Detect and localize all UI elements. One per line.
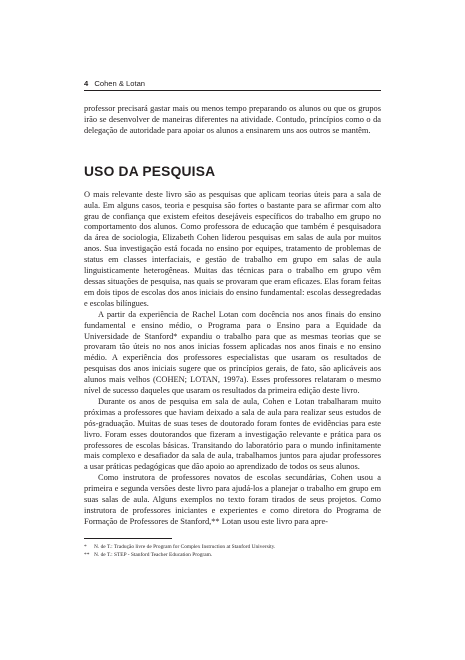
running-header: [84, 79, 381, 91]
running-title: Cohen & Lotan: [94, 79, 146, 88]
footnote-mark: *: [84, 543, 87, 550]
footnote-text: N. de T.: STEP - Stanford Teacher Education Program.: [94, 551, 213, 558]
footnote-rule: [84, 538, 172, 539]
body-paragraph: A partir da experiência de Rachel Lotan com docência nos anos finais do ensino fundamental e ensino médio, o Programa para o Ensino para a Equidade da Universidade de Stanford* expandiu o trabalho para que as mesmas teorias que se provaram tão úteis no nos anos inicias fossem aplicadas nos anos finais e no ensino médio. A experiência dos professores especialistas que usaram os resultados de pesquisas dos anos iniciais sugere que os princípios gerais, de fato, são aplicáveis aos alunos mais velhos (COHEN; LOTAN, 1997a). Esses professores relataram o mesmo nível de sucesso daqueles que usaram os resultados da primeira edição deste livro.: [84, 309, 381, 396]
body-paragraph: O mais relevante deste livro são as pesquisas que aplicam teorias úteis para a sala de aula. Em alguns casos, teoria e pesquisa são fortes o bastante para se afirmar com alto grau de confiança que existem efeitos desejáveis específicos do trabalho em grupo no comportamento dos alunos. Como professora de educação que também é pesquisadora da área de sociologia, Elizabeth Cohen liderou pesquisas em salas de aula por muitos anos. Sua investigação está focada no ensino por equipes, tratamento de problemas de status em classes interfaciais, e gestão de trabalho em grupo em salas de aula linguisticamente heterogêneas. Muitas das técnicas para o trabalho em grupo vêm dessas situações de pesquisa, nas quais se provaram que eram eficazes. Elas foram feitas em dois tipos de escolas dos anos iniciais do ensino fundamental: escolas dessegredadas e escolas bilíngues.: [84, 189, 381, 308]
intro-paragraph: professor precisará gastar mais ou menos tempo preparando os alunos ou que os grupos irão se desenvolver de maneiras diferentes na atividade. Contudo, princípios como o da delegação de autoridade para apoiar os alunos a ensinarem uns aos outros se mantêm.: [84, 104, 381, 135]
page-body: [84, 104, 381, 559]
body-paragraph: Durante os anos de pesquisa em sala de aula, Cohen e Lotan trabalharam muito próximas a professores que haviam deixado a sala de aula para realizar seus estudos de pós-graduação. Muitas de suas teses de doutorado foram fontes de evidências para este livro. Foram esses doutorandos que fizeram a investigação relevante e prática para os professores de escolas básicas. Transitando do laboratório para o mundo infinitamente mais complexo e desafiador da sala de aula, trabalhamos juntos para ajudar professores a usar práticas pedagógicas que dão apoio ao aprendizado de todos os seus alunos.: [84, 396, 381, 472]
page-number: 4: [84, 79, 89, 88]
footnote: [84, 551, 381, 559]
footnote: [84, 543, 381, 551]
footnote-mark: **: [84, 551, 90, 558]
body-paragraph: Como instrutora de professores novatos de escolas secundárias, Cohen usou a primeira e segunda versões deste livro para ajudá-los a planejar o trabalho em grupo em suas salas de aula. Alguns exemplos no texto foram tirados de seus projetos. Como instrutora de professores iniciantes e experientes e como diretora do Programa de Formação de Professores de Stanford,** Lotan usou este livro para apre-: [84, 473, 381, 526]
section-heading: USO DA PESQUISA: [84, 163, 216, 179]
footnote-text: N. de T.: Tradução livre de Program for Complex Instruction at Stanford University.: [94, 543, 276, 550]
